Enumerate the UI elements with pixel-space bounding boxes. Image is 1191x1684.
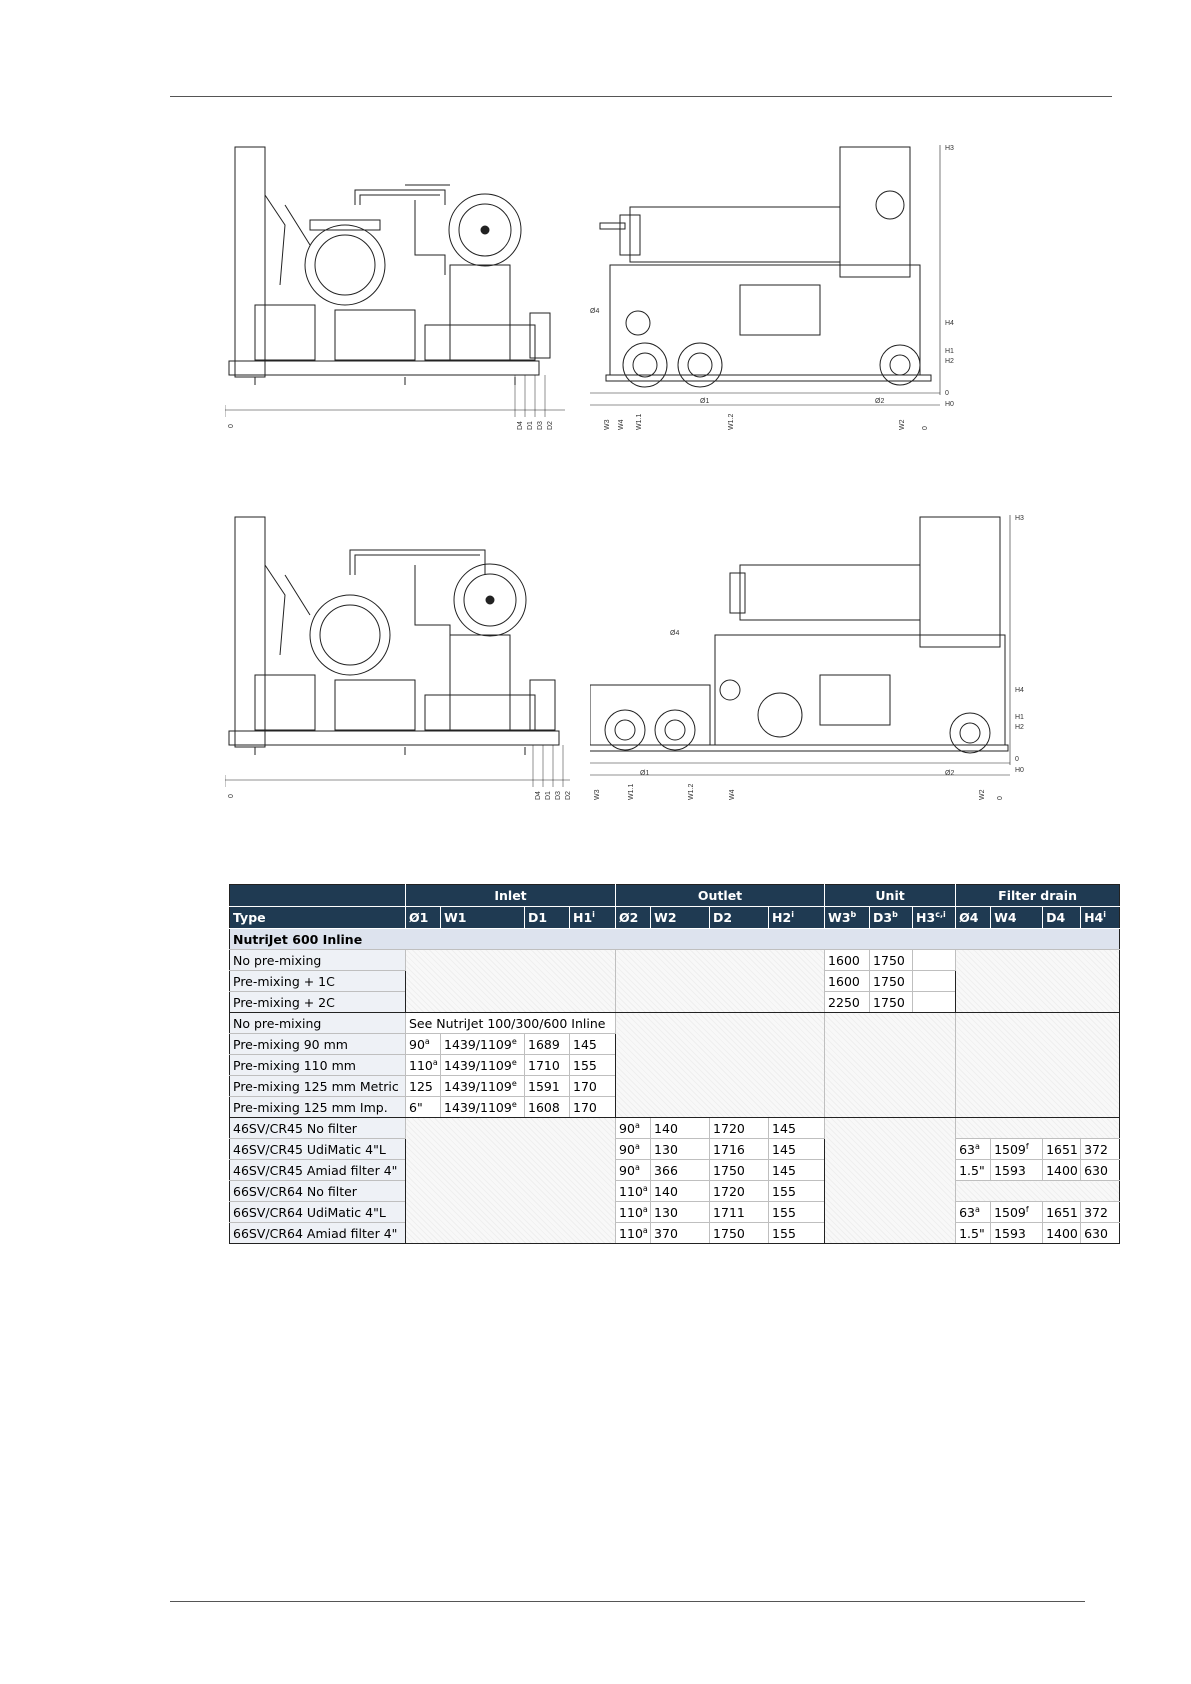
dim-label: 0 (997, 796, 1004, 800)
dim-label: 0 (1015, 756, 1019, 763)
group-inlet: Inlet (406, 885, 616, 907)
dim-label: H3 (1015, 515, 1024, 522)
col-d2: D2 (710, 907, 769, 929)
dim-label: 0 (922, 426, 929, 430)
col-o2: Ø2 (616, 907, 651, 929)
col-type: Type (230, 907, 406, 929)
callout-label: Ø2 (945, 770, 955, 777)
col-h4: H4$^i$ (1081, 907, 1120, 929)
table-row: Pre-mixing + 1C 1600 1750 (230, 971, 1120, 992)
table-row: Pre-mixing 110 mm 110$^a$ 1439/1109e 1710 155 (230, 1055, 1120, 1076)
dim-label: 0 (228, 794, 235, 798)
col-w4: W4 (991, 907, 1043, 929)
col-h2: H2$^i$ (769, 907, 825, 929)
col-d4: D4 (1043, 907, 1081, 929)
table-row: Pre-mixing 90 mm 90$^a$ 1439/1109e 1689 145 (230, 1034, 1120, 1055)
col-h3: H3$^{c,i}$ (913, 907, 956, 929)
dim-label: W2 (899, 419, 906, 430)
table-row: Pre-mixing 125 mm Metric 125 1439/1109e 1591 170 (230, 1076, 1120, 1097)
dim-label: W1.1 (628, 783, 635, 800)
table-row: 66SV/CR64 Amiad filter 4" 110$^a$ 370 1750 155 1.5" 1593 1400 630 (230, 1223, 1120, 1244)
drawing-top-front-view (590, 135, 970, 435)
group-unit: Unit (825, 885, 956, 907)
dim-label: W2 (979, 789, 986, 800)
group-outlet: Outlet (616, 885, 825, 907)
dim-label: H2 (945, 358, 954, 365)
dim-label: H4 (945, 320, 954, 327)
col-h1: H1$^i$ (570, 907, 616, 929)
dim-label: D1 (527, 421, 534, 430)
dim-label: D1 (545, 791, 552, 800)
dim-label: W1.1 (636, 413, 643, 430)
callout-label: Ø1 (640, 770, 650, 777)
col-o4: Ø4 (956, 907, 991, 929)
table-row: No pre-mixing 1600 1750 (230, 950, 1120, 971)
header-rule (170, 96, 1112, 97)
dim-label: D3 (555, 791, 562, 800)
dim-label: W4 (618, 419, 625, 430)
dim-label: 0 (945, 390, 949, 397)
dim-label: H1 (1015, 714, 1024, 721)
dim-label: H1 (945, 348, 954, 355)
callout-label: Ø4 (590, 308, 600, 315)
table-row: 46SV/CR45 Amiad filter 4" 90$^a$ 366 1750 145 1.5" 1593 1400 630 (230, 1160, 1120, 1181)
table-row: 66SV/CR64 No filter 110$^a$ 140 1720 155 (230, 1181, 1120, 1202)
dim-label: W3 (604, 419, 611, 430)
dim-label: D2 (565, 791, 572, 800)
group-filter-drain: Filter drain (956, 885, 1120, 907)
dim-label: D3 (537, 421, 544, 430)
dim-label: D2 (547, 421, 554, 430)
drawing-bottom-side-view (225, 505, 585, 805)
callout-label: Ø4 (670, 630, 680, 637)
callout-label: Ø1 (700, 398, 710, 405)
dim-label: W4 (729, 789, 736, 800)
dim-label: W1.2 (688, 783, 695, 800)
dim-label: 0 (228, 424, 235, 428)
col-d1: D1 (525, 907, 570, 929)
dim-label: H0 (1015, 767, 1024, 774)
dim-label: H4 (1015, 687, 1024, 694)
dim-label: H2 (1015, 724, 1024, 731)
col-d3: D3$^b$ (870, 907, 913, 929)
drawing-top-side-view (225, 135, 575, 435)
table-row: Pre-mixing + 2C 2250 1750 (230, 992, 1120, 1013)
footer-rule (170, 1601, 1085, 1602)
drawing-bottom-front-view (590, 505, 1050, 805)
table-row: 66SV/CR64 UdiMatic 4"L 110$^a$ 130 1711 155 63$^a$ 1509$^f$ 1651 372 (230, 1202, 1120, 1223)
col-w2: W2 (651, 907, 710, 929)
col-w3: W3$^b$ (825, 907, 870, 929)
dimensions-table (229, 884, 1119, 1244)
col-o1: Ø1 (406, 907, 441, 929)
dim-label: D4 (517, 421, 524, 430)
dim-label: H0 (945, 401, 954, 408)
col-w1: W1 (441, 907, 525, 929)
dim-label: W3 (594, 789, 601, 800)
table-row: No pre-mixing See NutriJet 100/300/600 Inline (230, 1013, 1120, 1034)
dim-label: D4 (535, 791, 542, 800)
dim-label: W1.2 (728, 413, 735, 430)
callout-label: Ø2 (875, 398, 885, 405)
table-row: 46SV/CR45 UdiMatic 4"L 90$^a$ 130 1716 145 63$^a$ 1509$^f$ 1651 372 (230, 1139, 1120, 1160)
table-row: Pre-mixing 125 mm Imp. 6" 1439/1109e 1608 170 (230, 1097, 1120, 1118)
table-row: 46SV/CR45 No filter 90$^a$ 140 1720 145 (230, 1118, 1120, 1139)
section-title: NutriJet 600 Inline (230, 929, 1120, 950)
header-blank (230, 885, 406, 907)
dim-label: H3 (945, 145, 954, 152)
